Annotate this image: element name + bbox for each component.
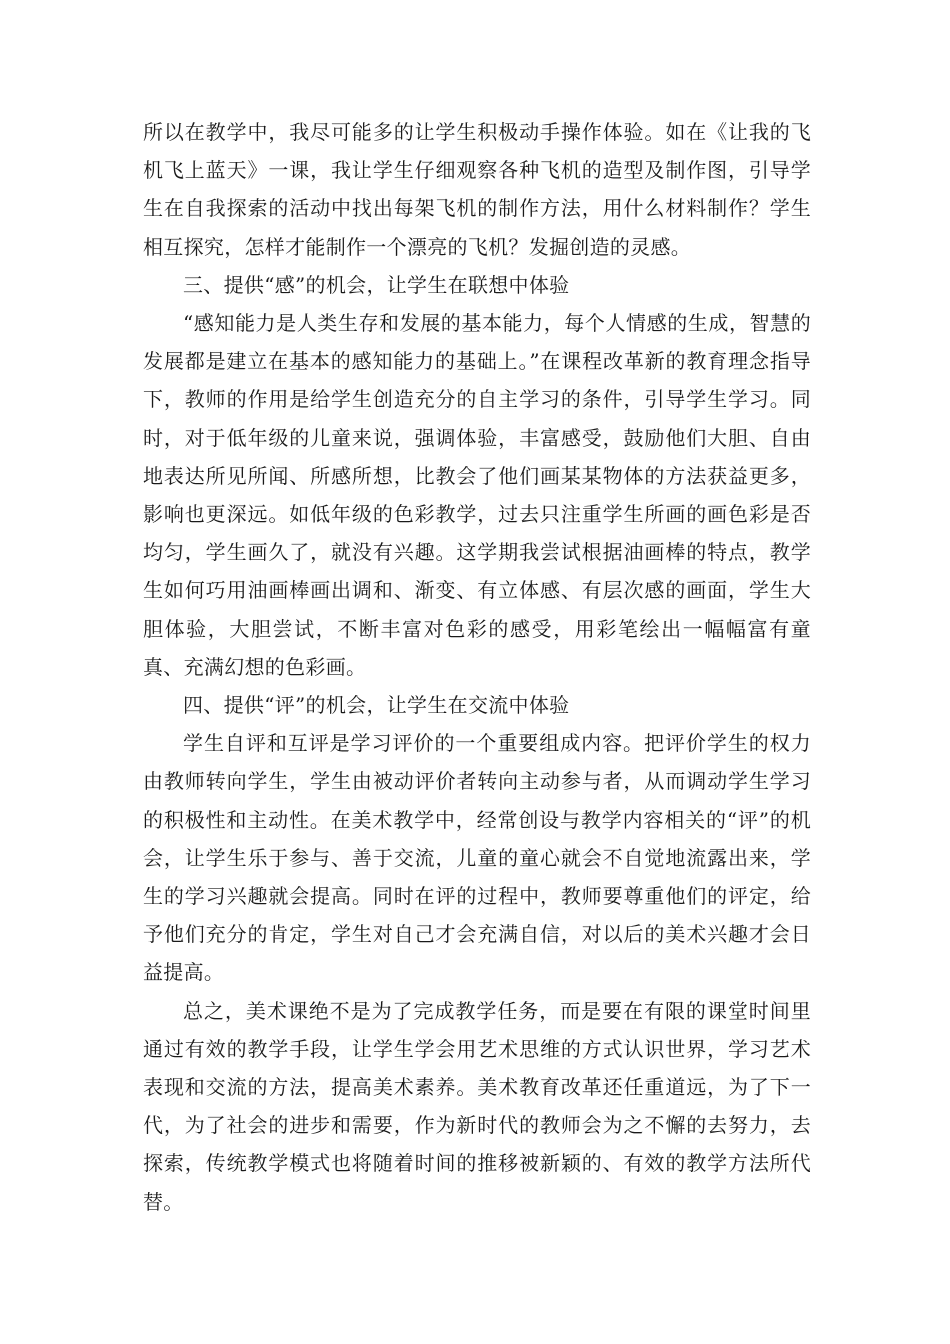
- document-body: [143, 113, 811, 1221]
- paragraph-continuation: 所以在教学中，我尽可能多的让学生积极动手操作体验。如在《让我的飞机飞上蓝天》一课，我让学生仔细观察各种飞机的造型及制作图，引导学生在自我探索的活动中找出每架飞机的制作方法，用什么材料制作？学生相互探究，怎样才能制作一个漂亮的飞机？发掘创造的灵感。: [143, 120, 811, 259]
- section-heading-four: 四、提供“评”的机会，让学生在交流中体验: [183, 693, 570, 718]
- paragraph-evaluation: 学生自评和互评是学习评价的一个重要组成内容。把评价学生的权力由教师转向学生，学生由被动评价者转向主动参与者，从而调动学生学习的积极性和主动性。在美术教学中，经常创设与教学内容相关的“评”的机会，让学生乐于参与、善于交流，儿童的童心就会不自觉地流露出来，学生的学习兴趣就会提高。同时在评的过程中，教师要尊重他们的评定，给予他们充分的肯定，学生对自己才会充满自信，对以后的美术兴趣才会日益提高。: [143, 731, 811, 985]
- paragraph-perception: “感知能力是人类生存和发展的基本能力，每个人情感的生成，智慧的发展都是建立在基本的感知能力的基础上。”在课程改革新的教育理念指导下，教师的作用是给学生创造充分的自主学习的条件，引导学生学习。同时，对于低年级的儿童来说，强调体验，丰富感受，鼓励他们大胆、自由地表达所见所闻、所感所想，比教会了他们画某某物体的方法获益更多，影响也更深远。如低年级的色彩教学，过去只注重学生所画的画色彩是否均匀，学生画久了，就没有兴趣。这学期我尝试根据油画棒的特点，教学生如何巧用油画棒画出调和、渐变、有立体感、有层次感的画面，学生大胆体验，大胆尝试，不断丰富对色彩的感受，用彩笔绘出一幅幅富有童真、充满幻想的色彩画。: [143, 311, 811, 679]
- section-heading-three: 三、提供“感”的机会，让学生在联想中体验: [183, 272, 570, 297]
- paragraph-conclusion: 总之，美术课绝不是为了完成教学任务，而是要在有限的课堂时间里通过有效的教学手段，让学生学会用艺术思维的方式认识世界，学习艺术表现和交流的方法，提高美术素养。美术教育改革还任重道远，为了下一代，为了社会的进步和需要，作为新时代的教师会为之不懈的去努力，去探索，传统教学模式也将随着时间的推移被新颖的、有效的教学方法所代替。: [143, 998, 811, 1214]
